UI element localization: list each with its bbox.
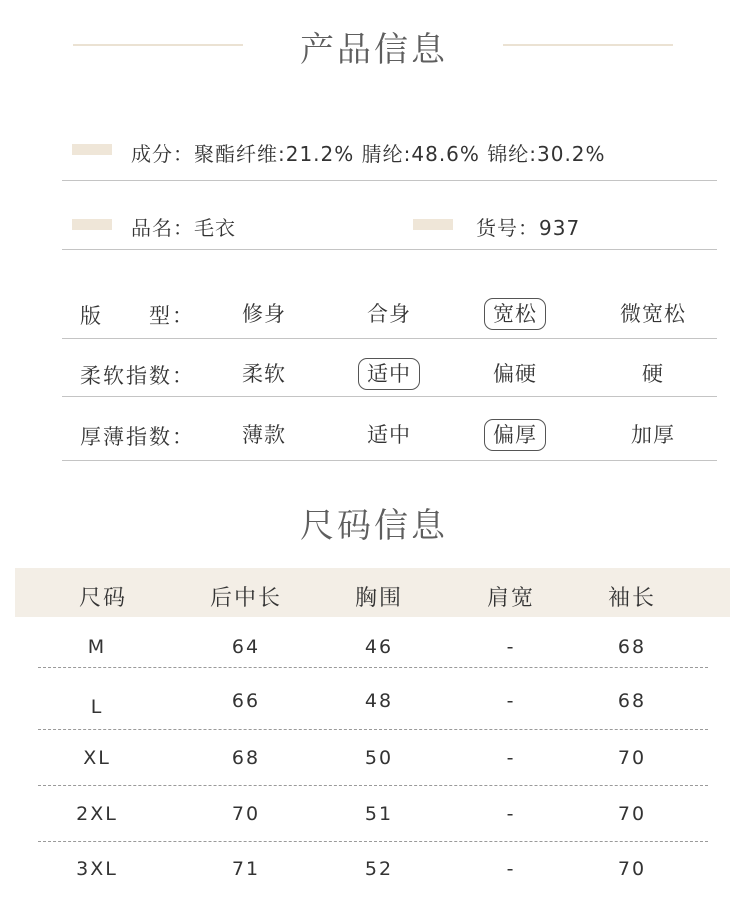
attribute-option-selected: 宽松	[484, 298, 546, 330]
composition-divider	[62, 180, 717, 181]
attribute-option-selected: 偏厚	[484, 419, 546, 451]
size-table-cell: 71	[231, 858, 261, 880]
size-table-cell: 68	[617, 690, 647, 712]
size-table-cell: 64	[231, 636, 261, 658]
size-table-cell: 51	[364, 803, 394, 825]
composition-accent-bar	[72, 144, 112, 155]
name-divider	[62, 249, 717, 250]
size-table-cell: 70	[617, 747, 647, 769]
attribute-option: 修身	[242, 302, 286, 326]
size-table-cell: 68	[617, 636, 647, 658]
attribute-option: 加厚	[631, 423, 675, 447]
size-row-divider	[38, 785, 708, 786]
attribute-divider	[62, 396, 717, 397]
size-table-cell: 46	[364, 636, 394, 658]
attribute-option-selected: 适中	[358, 358, 420, 390]
size-table-cell: -	[506, 858, 516, 880]
attribute-label: 厚薄指数：	[80, 425, 195, 449]
size-table-cell: -	[506, 636, 516, 658]
size-table-header-cell: 后中长	[209, 586, 283, 611]
attribute-divider	[62, 338, 717, 339]
size-table-cell: 48	[364, 690, 394, 712]
title-divider-right	[503, 44, 673, 46]
attribute-option: 偏硬	[493, 362, 537, 386]
attribute-option: 微宽松	[620, 302, 686, 326]
size-table-cell: 70	[231, 803, 261, 825]
size-table-cell: 2XL	[76, 803, 118, 825]
size-table-cell: M	[87, 636, 107, 658]
size-table-cell: 70	[617, 803, 647, 825]
size-table-cell: 52	[364, 858, 394, 880]
name-accent-bar	[72, 219, 112, 230]
size-info-title: 尺码信息	[300, 506, 448, 546]
attribute-option: 薄款	[242, 423, 286, 447]
item-no-accent-bar	[413, 219, 453, 230]
size-table-cell: -	[506, 690, 516, 712]
size-row-divider	[38, 841, 708, 842]
size-table-cell: -	[506, 803, 516, 825]
title-divider-left	[73, 44, 243, 46]
attribute-option: 柔软	[242, 362, 286, 386]
attribute-label: 柔软指数：	[80, 364, 195, 388]
size-table-header-cell: 尺码	[78, 586, 128, 611]
attribute-divider	[62, 460, 717, 461]
attribute-option: 硬	[642, 362, 664, 386]
size-table-cell: XL	[83, 747, 111, 769]
attribute-option: 适中	[367, 423, 411, 447]
size-row-divider	[38, 667, 708, 668]
attribute-label: 版 型：	[80, 304, 195, 328]
attribute-option: 合身	[367, 302, 411, 326]
product-name: 品名：毛衣	[131, 216, 236, 240]
size-table-cell: 66	[231, 690, 261, 712]
size-table-cell: L	[90, 696, 104, 718]
size-table-header-cell: 胸围	[354, 586, 404, 611]
size-table-cell: -	[506, 747, 516, 769]
size-table-header-cell: 肩宽	[486, 586, 536, 611]
size-row-divider	[38, 729, 708, 730]
size-table-cell: 70	[617, 858, 647, 880]
size-table-cell: 50	[364, 747, 394, 769]
size-table-cell: 3XL	[76, 858, 118, 880]
size-table-cell: 68	[231, 747, 261, 769]
product-info-title: 产品信息	[300, 30, 448, 70]
item-number: 货号：937	[476, 216, 581, 240]
composition-text: 成分：聚酯纤维:21.2% 腈纶:48.6% 锦纶:30.2%	[131, 142, 606, 166]
size-table-header-cell: 袖长	[607, 586, 657, 611]
